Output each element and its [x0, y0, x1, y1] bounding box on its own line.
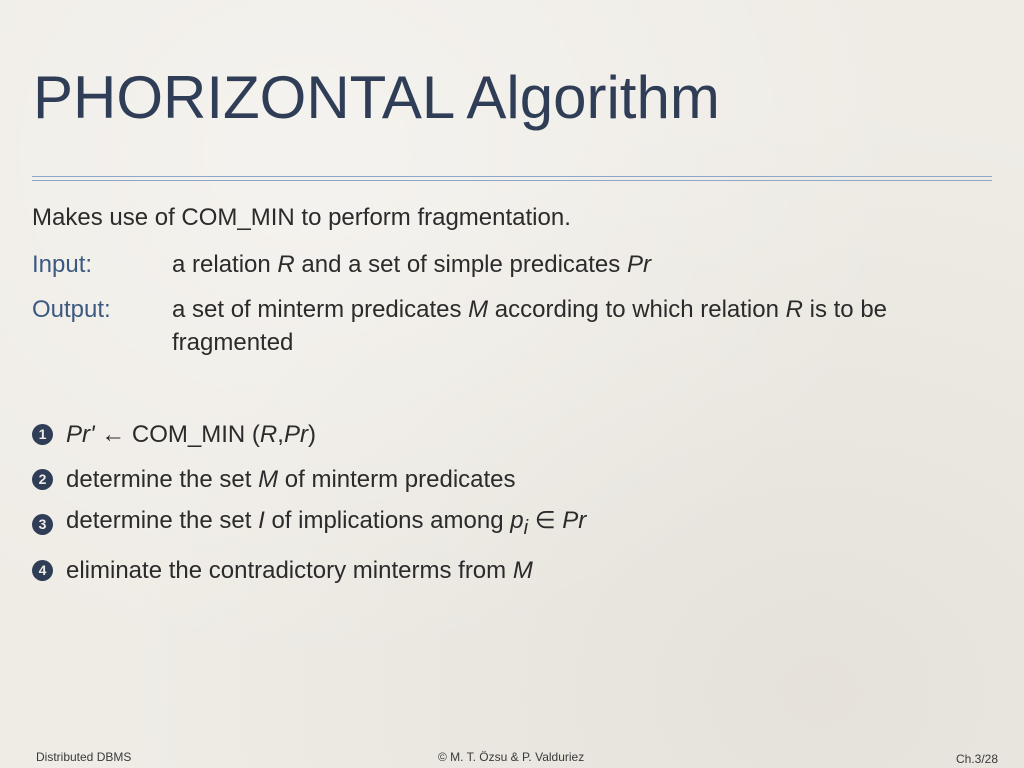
step-3 — [32, 508, 586, 541]
step-2 — [32, 463, 516, 496]
step-number-3-icon: 3 — [32, 514, 53, 535]
output-label: Output: — [32, 296, 111, 323]
step-4 — [32, 554, 533, 587]
slide-title: PHORIZONTAL Algorithm — [33, 64, 720, 131]
footer-course: Distributed DBMS — [36, 750, 132, 764]
footer-page-number: Ch.3/28 — [955, 752, 998, 766]
output-value: a set of minterm predicates M according to which relation R is to be fragmented — [172, 296, 888, 356]
step-number-1-icon: 1 — [32, 424, 53, 445]
step-3-text: determine the set I of implications among $p_i$ ∈ Pr — [66, 507, 587, 539]
step-2-text: determine the set M of minterm predicates — [66, 466, 516, 493]
step-number-2-icon: 2 — [32, 469, 53, 490]
footer-copyright: © M. T. Özsu & P. Valduriez — [438, 750, 585, 764]
step-1 — [32, 418, 316, 451]
step-1-text: Pr' ← COM_MIN (R,Pr) — [66, 421, 316, 448]
intro-text: Makes use of COM_MIN to perform fragmentation. — [32, 204, 571, 231]
input-label: Input: — [32, 251, 93, 278]
input-value: a relation R and a set of simple predicates Pr — [172, 251, 651, 278]
step-number-4-icon: 4 — [32, 560, 53, 581]
title-divider-top — [32, 176, 992, 177]
title-divider-bottom — [32, 180, 992, 181]
step-4-text: eliminate the contradictory minterms from M — [66, 557, 533, 584]
